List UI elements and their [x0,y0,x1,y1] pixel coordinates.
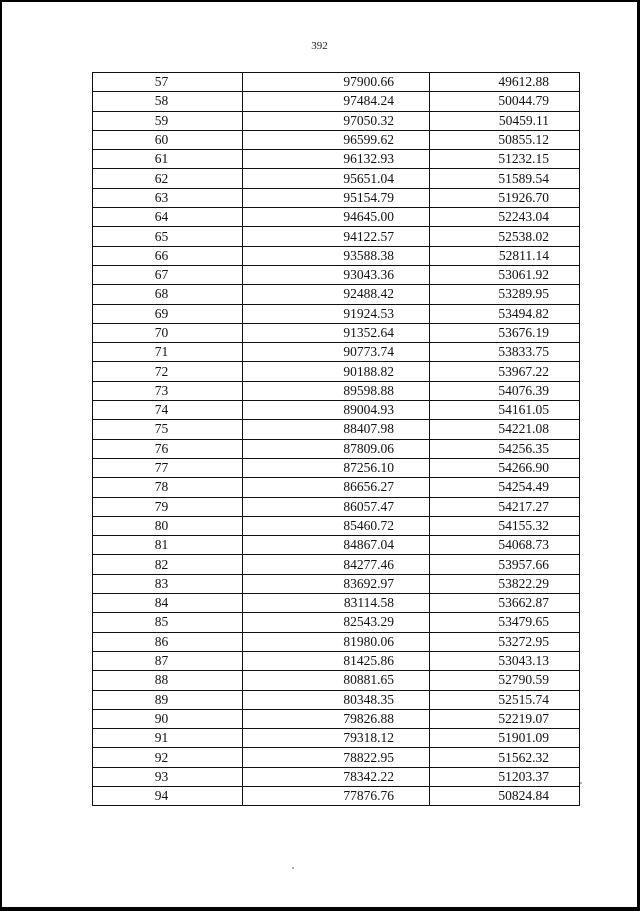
table-row [93,786,580,805]
value-2-cell: 54266.90 [430,458,580,477]
value-1-cell: 81980.06 [243,632,430,651]
table-row [93,651,580,670]
row-number-cell: 63 [93,188,243,207]
value-2-cell: 53822.29 [430,574,580,593]
row-number-cell: 87 [93,651,243,670]
value-2-cell: 50824.84 [430,786,580,805]
value-1-cell: 84277.46 [243,555,430,574]
row-number-cell: 79 [93,497,243,516]
table-row [93,208,580,227]
row-number-cell: 90 [93,709,243,728]
table-row [93,439,580,458]
value-2-cell: 54254.49 [430,478,580,497]
value-2-cell: 52790.59 [430,671,580,690]
row-number-cell: 74 [93,401,243,420]
value-2-cell: 52219.07 [430,709,580,728]
table-row [93,690,580,709]
row-number-cell: 91 [93,729,243,748]
value-2-cell: 53967.22 [430,362,580,381]
table-row [93,130,580,149]
value-1-cell: 91924.53 [243,304,430,323]
row-number-cell: 86 [93,632,243,651]
row-number-cell: 81 [93,536,243,555]
table-row [93,709,580,728]
value-1-cell: 92488.42 [243,285,430,304]
value-1-cell: 82543.29 [243,613,430,632]
value-2-cell: 53676.19 [430,323,580,342]
row-number-cell: 82 [93,555,243,574]
row-number-cell: 80 [93,516,243,535]
value-1-cell: 94645.00 [243,208,430,227]
row-number-cell: 71 [93,343,243,362]
value-1-cell: 90188.82 [243,362,430,381]
value-2-cell: 53957.66 [430,555,580,574]
value-2-cell: 54068.73 [430,536,580,555]
table-row [93,73,580,92]
table-row [93,594,580,613]
row-number-cell: 67 [93,265,243,284]
table-row [93,420,580,439]
row-number-cell: 93 [93,767,243,786]
row-number-cell: 88 [93,671,243,690]
value-1-cell: 80881.65 [243,671,430,690]
row-number-cell: 92 [93,748,243,767]
row-number-cell: 66 [93,246,243,265]
row-number-cell: 65 [93,227,243,246]
value-1-cell: 77876.76 [243,786,430,805]
table-row [93,748,580,767]
value-2-cell: 50855.12 [430,130,580,149]
row-number-cell: 70 [93,323,243,342]
table-row [93,150,580,169]
table-row [93,555,580,574]
table-row [93,227,580,246]
document-page [2,2,637,907]
table-row [93,285,580,304]
value-1-cell: 94122.57 [243,227,430,246]
table-row [93,362,580,381]
table-row [93,401,580,420]
row-number-cell: 72 [93,362,243,381]
value-2-cell: 52243.04 [430,208,580,227]
row-number-cell: 94 [93,786,243,805]
table-row [93,458,580,477]
table-row [93,497,580,516]
value-2-cell: 49612.88 [430,73,580,92]
row-number-cell: 84 [93,594,243,613]
value-1-cell: 78822.95 [243,748,430,767]
value-1-cell: 80348.35 [243,690,430,709]
row-number-cell: 60 [93,130,243,149]
table-row [93,478,580,497]
row-number-cell: 83 [93,574,243,593]
value-2-cell: 52811.14 [430,246,580,265]
value-1-cell: 90773.74 [243,343,430,362]
value-2-cell: 54161.05 [430,401,580,420]
scan-speck [580,782,582,784]
value-1-cell: 86057.47 [243,497,430,516]
row-number-cell: 85 [93,613,243,632]
value-1-cell: 97484.24 [243,92,430,111]
value-1-cell: 88407.98 [243,420,430,439]
value-2-cell: 51926.70 [430,188,580,207]
value-1-cell: 78342.22 [243,767,430,786]
value-1-cell: 95154.79 [243,188,430,207]
value-2-cell: 52515.74 [430,690,580,709]
value-2-cell: 53833.75 [430,343,580,362]
row-number-cell: 62 [93,169,243,188]
value-1-cell: 96599.62 [243,130,430,149]
table-row [93,516,580,535]
page-number: 392 [311,40,328,52]
value-2-cell: 54155.32 [430,516,580,535]
row-number-cell: 68 [93,285,243,304]
table-row [93,632,580,651]
table-row [93,343,580,362]
row-number-cell: 58 [93,92,243,111]
scan-speck [292,867,294,869]
value-2-cell: 51562.32 [430,748,580,767]
table-row [93,381,580,400]
value-1-cell: 97050.32 [243,111,430,130]
row-number-cell: 69 [93,304,243,323]
table-row [93,188,580,207]
table-row [93,574,580,593]
value-1-cell: 97900.66 [243,73,430,92]
table-row [93,729,580,748]
row-number-cell: 78 [93,478,243,497]
value-2-cell: 53043.13 [430,651,580,670]
value-1-cell: 84867.04 [243,536,430,555]
value-2-cell: 53479.65 [430,613,580,632]
row-number-cell: 57 [93,73,243,92]
value-2-cell: 53662.87 [430,594,580,613]
row-number-cell: 73 [93,381,243,400]
value-2-cell: 50044.79 [430,92,580,111]
value-2-cell: 51901.09 [430,729,580,748]
table-row [93,92,580,111]
row-number-cell: 61 [93,150,243,169]
row-number-cell: 76 [93,439,243,458]
table-row [93,323,580,342]
table-row [93,169,580,188]
value-2-cell: 50459.11 [430,111,580,130]
value-2-cell: 54217.27 [430,497,580,516]
row-number-cell: 77 [93,458,243,477]
table-row [93,304,580,323]
value-2-cell: 51232.15 [430,150,580,169]
value-1-cell: 93043.36 [243,265,430,284]
value-2-cell: 51203.37 [430,767,580,786]
table-row [93,246,580,265]
value-2-cell: 54076.39 [430,381,580,400]
data-table [92,72,580,806]
value-2-cell: 53289.95 [430,285,580,304]
value-1-cell: 89598.88 [243,381,430,400]
table-row [93,613,580,632]
table-row [93,536,580,555]
row-number-cell: 89 [93,690,243,709]
value-1-cell: 91352.64 [243,323,430,342]
value-2-cell: 54221.08 [430,420,580,439]
value-1-cell: 96132.93 [243,150,430,169]
value-1-cell: 83692.97 [243,574,430,593]
value-1-cell: 79826.88 [243,709,430,728]
value-1-cell: 87256.10 [243,458,430,477]
value-2-cell: 53272.95 [430,632,580,651]
value-2-cell: 52538.02 [430,227,580,246]
table-body [93,73,580,806]
value-2-cell: 53061.92 [430,265,580,284]
value-1-cell: 81425.86 [243,651,430,670]
value-2-cell: 51589.54 [430,169,580,188]
value-2-cell: 53494.82 [430,304,580,323]
value-1-cell: 85460.72 [243,516,430,535]
value-1-cell: 93588.38 [243,246,430,265]
table-row [93,671,580,690]
value-1-cell: 87809.06 [243,439,430,458]
row-number-cell: 64 [93,208,243,227]
row-number-cell: 75 [93,420,243,439]
table-row [93,767,580,786]
data-table-container [92,72,579,806]
table-row [93,265,580,284]
value-1-cell: 79318.12 [243,729,430,748]
table-row [93,111,580,130]
value-2-cell: 54256.35 [430,439,580,458]
value-1-cell: 86656.27 [243,478,430,497]
row-number-cell: 59 [93,111,243,130]
value-1-cell: 95651.04 [243,169,430,188]
value-1-cell: 83114.58 [243,594,430,613]
value-1-cell: 89004.93 [243,401,430,420]
